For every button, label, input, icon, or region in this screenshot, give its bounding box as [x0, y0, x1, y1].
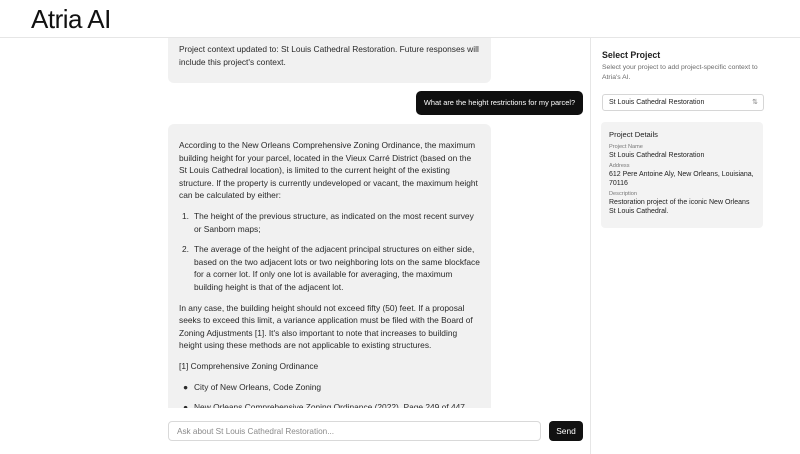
sidebar-title: Select Project: [602, 50, 661, 60]
project-sidebar: [590, 38, 800, 454]
chat-panel[interactable]: [0, 38, 590, 454]
ai-response: [168, 124, 491, 424]
chevron-updown-icon: ⇅: [752, 99, 758, 106]
ai-closing: In any case, the building height should not exceed fifty (50) feet. If a proposal seeks to exceed this limit, a variance application must be filed with the Board of Zoning Adjustments [1]. It's also important to note that increases to building height using these methods are not applicable to existing structures.: [179, 302, 473, 351]
list-item: 1. The height of the previous structure, as indicated on the most recent survey or Sanborn maps;: [182, 210, 474, 234]
project-details-title: Project Details: [609, 130, 658, 139]
ai-options-list: [179, 210, 480, 294]
send-button[interactable]: Send: [549, 421, 583, 441]
project-select[interactable]: [602, 94, 764, 111]
description-label: Description: [609, 191, 637, 197]
description-value: Restoration project of the iconic New Orleans St Louis Cathedral.: [609, 199, 750, 215]
address-label: Address: [609, 163, 630, 169]
project-name-value: St Louis Cathedral Restoration: [609, 152, 705, 159]
ai-intro: According to the New Orleans Comprehensive Zoning Ordinance, the maximum building height for your parcel, located in the Vieux Carré District (based on the St Louis Cathedral location), is limited to the current height of the existing structure. If the property is currently undeveloped or vacant, the maximum height can be calculated by either:: [179, 140, 478, 201]
project-select-value: St Louis Cathedral Restoration: [609, 99, 705, 106]
sidebar-subtitle: Select your project to add project-specific context to Atria's AI.: [602, 64, 758, 81]
user-message: What are the height restrictions for my parcel?: [416, 91, 583, 115]
project-name-label: Project Name: [609, 144, 643, 150]
chat-input[interactable]: [168, 421, 541, 441]
address-value: 612 Pere Antoine Aly, New Orleans, Louisiana, 70116: [609, 171, 754, 187]
bullet-icon: ●: [183, 381, 189, 392]
brand-logo: Atria AI: [31, 4, 111, 34]
app-header: [0, 0, 800, 38]
system-message: Project context updated to: St Louis Cathedral Restoration. Future responses will include this project's context.: [168, 38, 491, 83]
list-item: ● City of New Orleans, Code Zoning: [183, 381, 322, 392]
reference-heading: [1] Comprehensive Zoning Ordinance: [179, 360, 319, 371]
project-details-card: [601, 122, 763, 228]
list-item: 2. The average of the height of the adjacent principal structures on either side, based on the two adjacent lots or two neighboring lots on the same blockface for a corner lot. If only one lot is available for averaging, the maximum building height is that of the adjacent lot.: [182, 244, 480, 292]
composer: [0, 408, 590, 454]
